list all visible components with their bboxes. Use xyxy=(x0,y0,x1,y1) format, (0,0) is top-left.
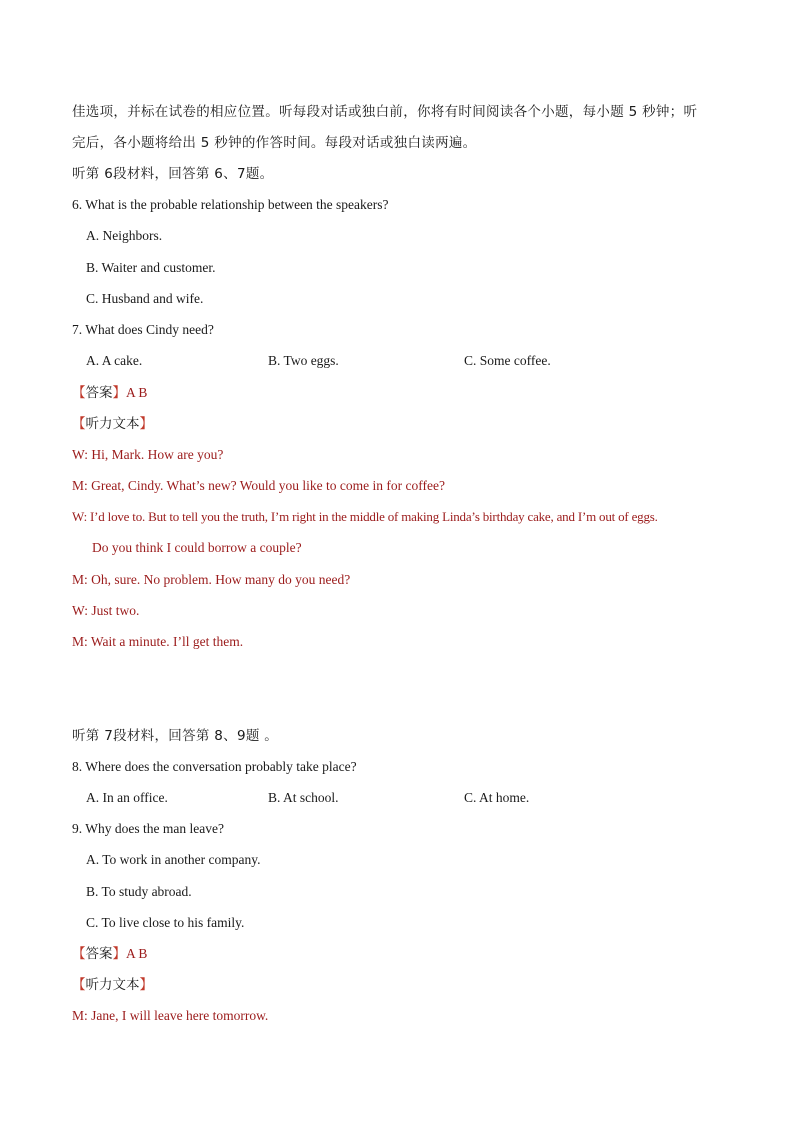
transcript-label-row-2 xyxy=(72,975,153,995)
q9-option-a: A. To work in another company. xyxy=(86,852,261,867)
question-7: 7. What does Cindy need? xyxy=(72,322,214,337)
transcript-label-2: 【听力文本】 xyxy=(72,977,153,993)
transcript-line-continued: Do you think I could borrow a couple? xyxy=(92,540,302,555)
q8-option-b: B. At school. xyxy=(268,790,339,805)
section-6-heading: 听第 6段材料，回答第 6、7题。 xyxy=(72,166,274,182)
intro-line-1: 佳选项，并标在试卷的相应位置。听每段对话或独白前，你将有时间阅读各个小题，每小题 5 秒钟；听 xyxy=(72,104,698,120)
question-9: 9. Why does the man leave? xyxy=(72,821,224,836)
answer-label-1: 【答案】 xyxy=(72,385,126,401)
question-6: 6. What is the probable relationship between the speakers? xyxy=(72,197,389,212)
q6-option-a: A. Neighbors. xyxy=(86,228,163,243)
answer-label-2: 【答案】 xyxy=(72,946,126,962)
section-7-heading: 听第 7段材料，回答第 8、9题 。 xyxy=(72,728,279,744)
q9-option-c: C. To live close to his family. xyxy=(86,915,245,930)
q8-option-c: C. At home. xyxy=(464,790,530,805)
transcript-line: M: Jane, I will leave here tomorrow. xyxy=(72,1008,269,1023)
answer-value-1: A B xyxy=(126,385,148,400)
transcript-line: W: Hi, Mark. How are you? xyxy=(72,447,224,462)
question-8: 8. Where does the conversation probably take place? xyxy=(72,759,357,774)
transcript-line: M: Wait a minute. I’ll get them. xyxy=(72,634,244,649)
intro-line-2: 完后，各小题将给出 5 秒钟的作答时间。每段对话或独白读两遍。 xyxy=(72,135,477,151)
q7-option-b: B. Two eggs. xyxy=(268,353,339,368)
q7-option-a: A. A cake. xyxy=(86,353,143,368)
transcript-line: W: I’d love to. But to tell you the truth, I’m right in the middle of making Linda’s birthday cake, and I’m out of eggs. xyxy=(72,509,658,524)
answer-row-2 xyxy=(72,944,147,964)
transcript-line: M: Oh, sure. No problem. How many do you need? xyxy=(72,572,351,587)
q8-option-a: A. In an office. xyxy=(86,790,168,805)
q6-option-c: C. Husband and wife. xyxy=(86,291,204,306)
transcript-line: M: Great, Cindy. What’s new? Would you like to come in for coffee? xyxy=(72,478,445,493)
q6-option-b: B. Waiter and customer. xyxy=(86,260,216,275)
transcript-line: W: Just two. xyxy=(72,603,140,618)
answer-row-1 xyxy=(72,383,147,403)
q7-option-c: C. Some coffee. xyxy=(464,353,551,368)
transcript-label-row-1 xyxy=(72,414,153,434)
q9-option-b: B. To study abroad. xyxy=(86,884,192,899)
answer-value-2: A B xyxy=(126,946,148,961)
transcript-label-1: 【听力文本】 xyxy=(72,416,153,432)
